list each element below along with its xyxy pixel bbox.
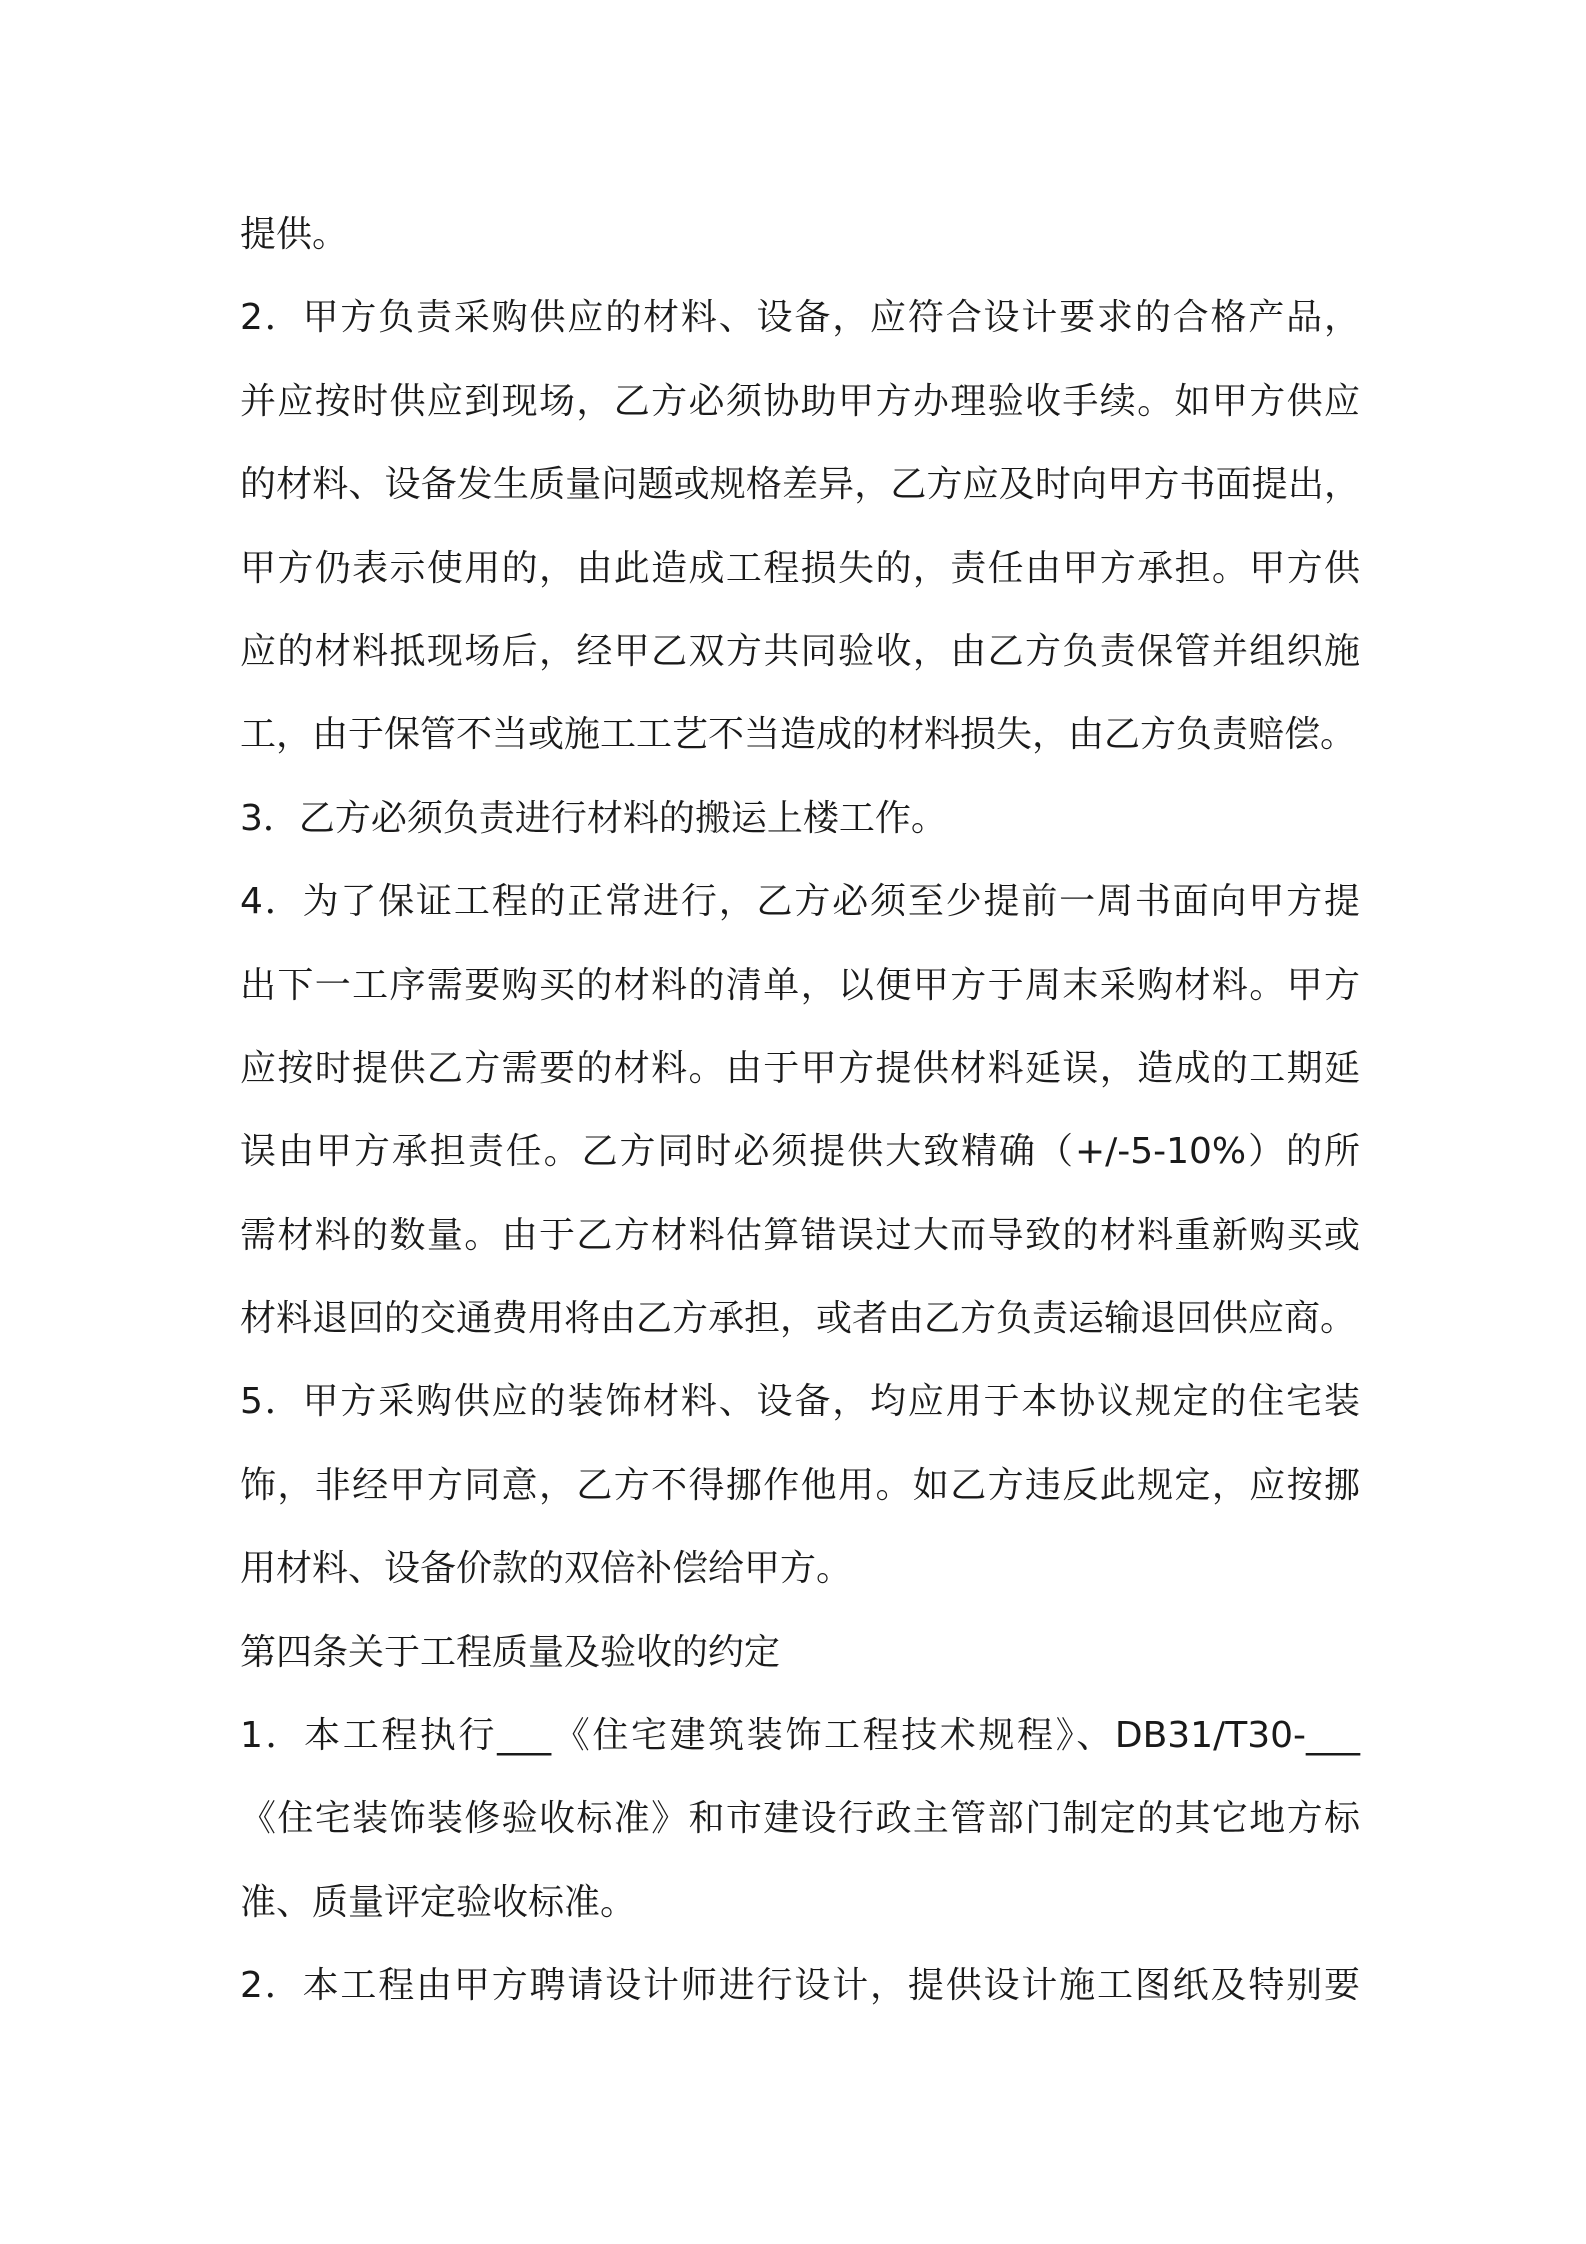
text-line: 材料退回的交通费用将由乙方承担，或者由乙方负责运输退回供应商。: [240, 1298, 1357, 1340]
text-line: 饰，非经甲方同意，乙方不得挪作他用。如乙方违反此规定，应按挪: [240, 1464, 1360, 1506]
text-line: 《住宅装饰装修验收标准》和市建设行政主管部门制定的其它地方标: [240, 1798, 1360, 1840]
text-line: 1．本工程执行___《住宅建筑装饰工程技术规程》、DB31/T30-___: [240, 1715, 1360, 1757]
body-text: [240, 193, 1360, 2028]
text-line: 并应按时供应到现场，乙方必须协助甲方办理验收手续。如甲方供应: [240, 380, 1360, 422]
text-line: 甲方仍表示使用的，由此造成工程损失的，责任由甲方承担。甲方供: [240, 547, 1360, 589]
text-line: 准、质量评定验收标准。: [240, 1881, 637, 1923]
text-line: 应按时提供乙方需要的材料。由于甲方提供材料延误，造成的工期延: [240, 1047, 1360, 1089]
text-line: 应的材料抵现场后，经甲乙双方共同验收，由乙方负责保管并组织施: [240, 630, 1360, 672]
text-line: 5．甲方采购供应的装饰材料、设备，均应用于本协议规定的住宅装: [240, 1381, 1360, 1423]
text-line: 提供。: [240, 214, 349, 255]
text-line: 3．乙方必须负责进行材料的搬运上楼工作。: [240, 797, 947, 839]
section-heading: 第四条关于工程质量及验收的约定: [240, 1631, 781, 1673]
text-line: 2．甲方负责采购供应的材料、设备，应符合设计要求的合格产品，: [240, 297, 1360, 339]
text-line: 的材料、设备发生质量问题或规格差异，乙方应及时向甲方书面提出，: [240, 464, 1360, 506]
text-line: 工，由于保管不当或施工工艺不当造成的材料损失，由乙方负责赔偿。: [240, 714, 1357, 756]
text-line: 需材料的数量。由于乙方材料估算错误过大而导致的材料重新购买或: [240, 1214, 1360, 1256]
text-line: 4．为了保证工程的正常进行，乙方必须至少提前一周书面向甲方提: [240, 881, 1360, 923]
text-line: 2．本工程由甲方聘请设计师进行设计，提供设计施工图纸及特别要: [240, 1965, 1360, 2007]
text-line: 出下一工序需要购买的材料的清单，以便甲方于周末采购材料。甲方: [240, 964, 1360, 1006]
text-line: 误由甲方承担责任。乙方同时必须提供大致精确（+/-5-10%）的所: [240, 1131, 1360, 1173]
text-line: 用材料、设备价款的双倍补偿给甲方。: [240, 1548, 853, 1590]
